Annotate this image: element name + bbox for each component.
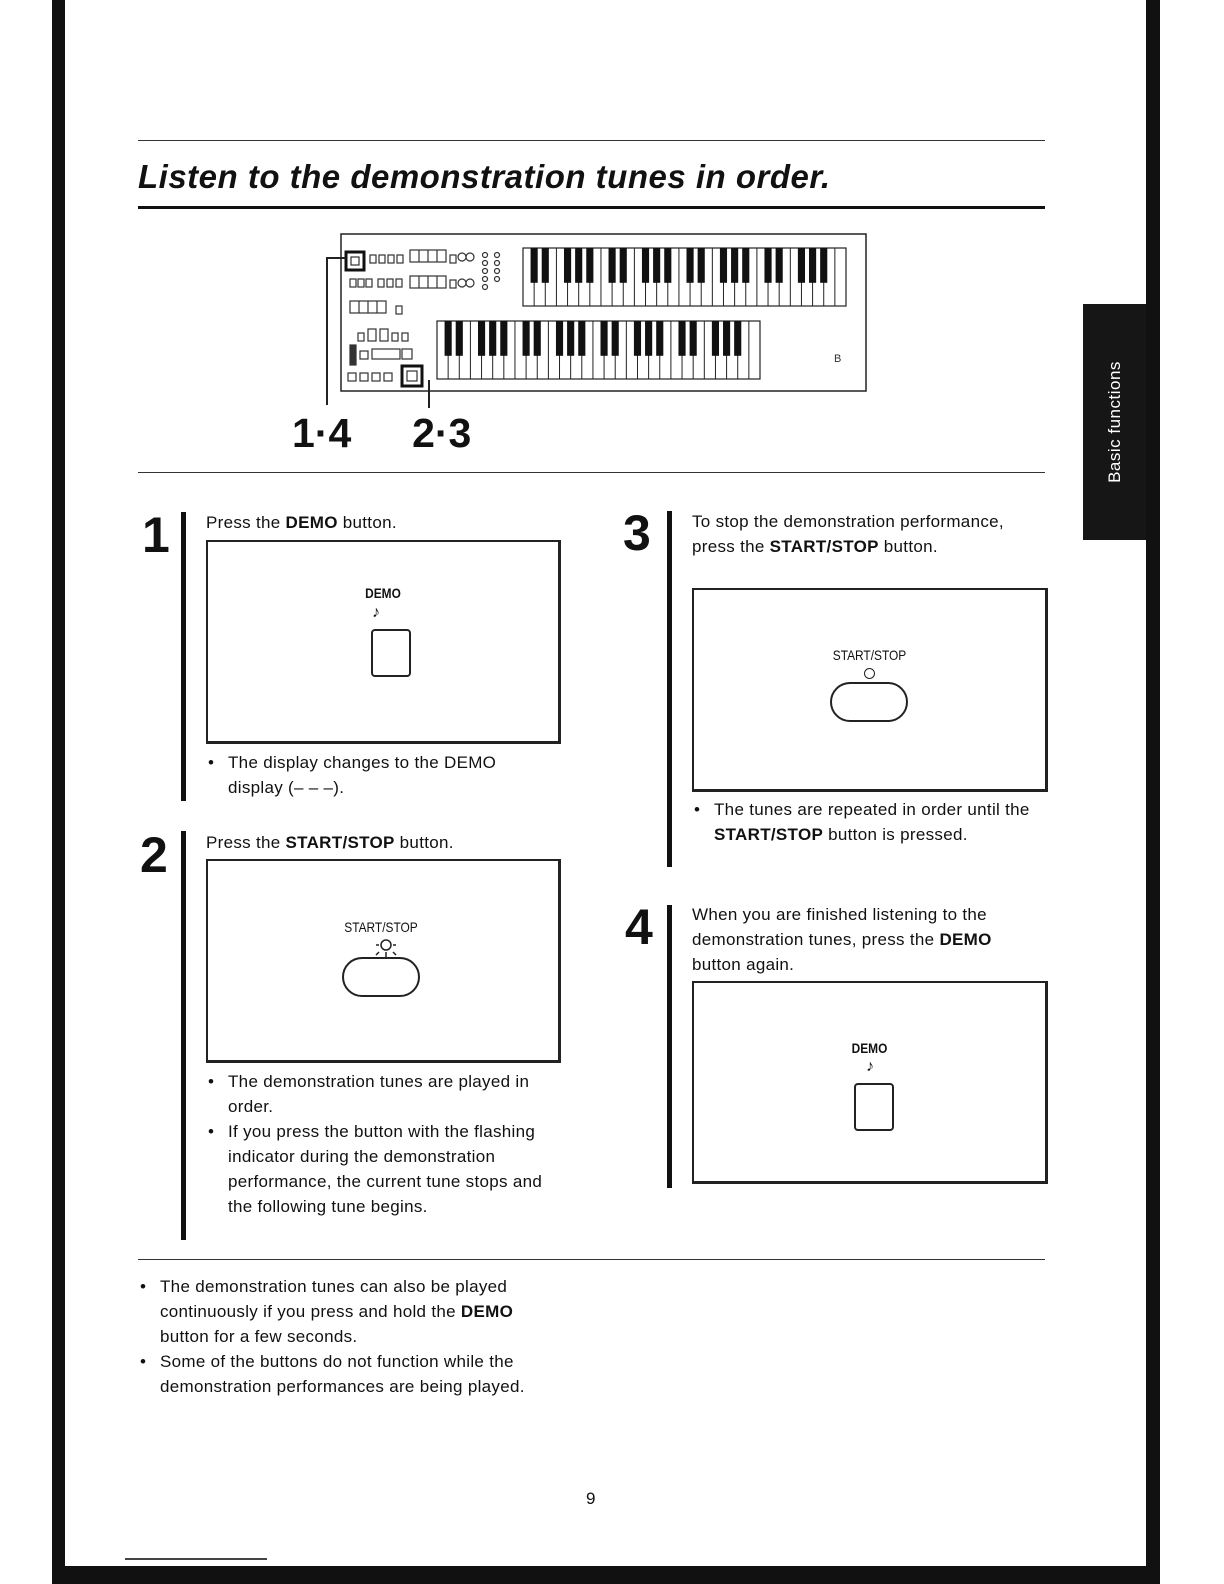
black-key — [612, 321, 619, 356]
black-key — [556, 321, 563, 356]
step-3-figure — [692, 588, 1048, 792]
black-key — [586, 248, 593, 283]
step-2-notes — [206, 1069, 556, 1219]
black-key — [809, 248, 816, 283]
black-key — [653, 248, 660, 283]
black-key — [678, 321, 685, 356]
footer-notes — [138, 1274, 548, 1399]
black-key — [609, 248, 616, 283]
footer-rule — [138, 1259, 1045, 1260]
black-key — [500, 321, 507, 356]
black-key — [531, 248, 538, 283]
black-key — [523, 321, 530, 356]
black-key — [664, 248, 671, 283]
scan-underline — [125, 1558, 267, 1560]
step-4-figure — [692, 981, 1048, 1184]
indicator-light-icon — [864, 668, 875, 679]
black-key — [567, 321, 574, 356]
panel-bottom-rule — [138, 472, 1045, 473]
start-stop-button[interactable] — [342, 957, 420, 997]
start-stop-button-label: START/STOP — [344, 919, 418, 935]
step-1-bar — [181, 512, 186, 801]
black-key — [620, 248, 627, 283]
footer-note-1: • The demonstration tunes can also be played continuously if you press and hold the DEMO button for a few seconds. — [138, 1274, 548, 1349]
black-key — [720, 248, 727, 283]
black-key — [542, 248, 549, 283]
black-key — [776, 248, 783, 283]
step-3-instruction: To stop the demonstration performance, press the START/STOP button. — [692, 512, 1004, 556]
black-key — [642, 248, 649, 283]
section-tab-label: Basic functions — [1104, 361, 1124, 483]
demo-button[interactable] — [371, 629, 411, 677]
callout-line-right — [428, 380, 430, 408]
step-2-instruction: Press the START/STOP button. — [206, 833, 454, 852]
black-key — [645, 321, 652, 356]
step-1-notes — [206, 750, 556, 800]
demo-button[interactable] — [854, 1083, 894, 1131]
black-key — [489, 321, 496, 356]
black-key — [690, 321, 697, 356]
black-key — [731, 248, 738, 283]
black-key — [534, 321, 541, 356]
top-rule — [138, 140, 1045, 141]
step-1-figure — [206, 540, 561, 744]
black-key — [687, 248, 694, 283]
step-2-bar — [181, 831, 186, 1240]
step-1-note: • The display changes to the DEMO display (– – –). — [206, 750, 556, 800]
step-1-instruction: Press the DEMO button. — [206, 513, 397, 532]
callout-start-stop: 2·3 — [412, 410, 472, 456]
step-2-note-1: • The demonstration tunes are played in order. — [206, 1069, 556, 1119]
step-4-instruction: When you are finished listening to the demonstration tunes, press the DEMO button again. — [692, 905, 992, 974]
black-key — [712, 321, 719, 356]
step-3-note: • The tunes are repeated in order until the START/STOP button is pressed. — [692, 797, 1037, 847]
black-key — [656, 321, 663, 356]
title-underline — [138, 206, 1045, 209]
page-title: Listen to the demonstration tunes in order. — [138, 158, 831, 195]
callout-line-left-hook — [326, 257, 346, 259]
callout-line-left — [326, 257, 328, 405]
black-key — [564, 248, 571, 283]
keyboard-panel-illustration — [340, 233, 867, 392]
demo-button-label: DEMO — [365, 585, 401, 601]
scan-border-left — [52, 0, 65, 1584]
step-2-note-2: • If you press the button with the flashing indicator during the demonstration performance, the current tune stops and the following tune begins. — [206, 1119, 556, 1219]
start-stop-button-label: START/STOP — [832, 647, 907, 663]
step-3-number: 3 — [623, 505, 651, 561]
page-number: 9 — [586, 1489, 596, 1508]
scan-border-right — [1146, 0, 1160, 1584]
black-key — [764, 248, 771, 283]
step-3-bar — [667, 511, 672, 867]
black-key — [575, 248, 582, 283]
black-key — [445, 321, 452, 356]
step-1-number: 1 — [142, 507, 170, 563]
scan-border-bottom — [52, 1566, 1160, 1584]
svg-text:B: B — [834, 353, 842, 365]
black-key — [698, 248, 705, 283]
black-key — [798, 248, 805, 283]
callout-demo: 1·4 — [292, 410, 352, 456]
step-3-notes — [692, 797, 1037, 847]
note-icon: ♪ — [866, 1058, 874, 1075]
step-4-bar — [667, 905, 672, 1188]
black-key — [723, 321, 730, 356]
black-key — [742, 248, 749, 283]
black-key — [601, 321, 608, 356]
black-key — [456, 321, 463, 356]
start-stop-button[interactable] — [830, 682, 908, 722]
footer-note-2: • Some of the buttons do not function while the demonstration performances are being played. — [138, 1349, 548, 1399]
panel-callouts — [292, 410, 471, 457]
step-2-figure — [206, 859, 561, 1063]
demo-button-label: DEMO — [851, 1040, 888, 1056]
black-key — [734, 321, 741, 356]
step-2-number: 2 — [140, 827, 168, 883]
section-tab[interactable] — [1083, 304, 1146, 540]
black-key — [820, 248, 827, 283]
step-4-number: 4 — [625, 899, 653, 955]
black-key — [578, 321, 585, 356]
black-key — [478, 321, 485, 356]
note-icon: ♪ — [372, 604, 380, 621]
black-key — [634, 321, 641, 356]
